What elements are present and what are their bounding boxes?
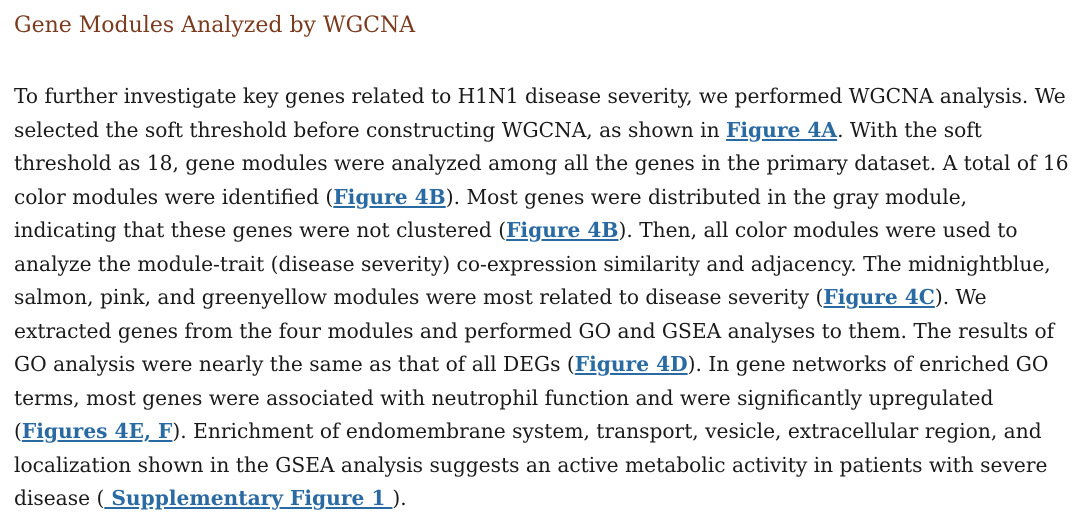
text-segment: ). We extracted genes from the four modules and performed GO and GSEA analyses to them. The results of GO analysis were nearly the same as that of all DEGs ( — [14, 285, 1055, 376]
figure-4c-link[interactable]: Figure 4C — [823, 285, 935, 309]
figure-4d-link[interactable]: Figure 4D — [574, 352, 688, 376]
text-segment: To further investigate key genes related to H1N1 disease severity, we performed WGCNA analysis. We selected the soft threshold before constructing WGCNA, as shown in — [14, 84, 1066, 142]
figure-4b-link[interactable]: Figure 4B — [333, 184, 446, 209]
figure-4a-link[interactable]: Figure 4A — [726, 117, 838, 142]
text-segment: ). In gene networks of enriched GO terms, most genes were associated with neutrophil function and were significantly upregulated ( — [14, 352, 1049, 443]
text-segment: ). Most genes were distributed in the gray module, indicating that these genes were not clustered ( — [14, 184, 968, 242]
text-segment: ). — [392, 486, 407, 510]
section-title: Gene Modules Analyzed by WGCNA — [14, 13, 416, 38]
figures-4e-f-link[interactable]: Figures 4E, F — [21, 419, 173, 443]
body-paragraph — [14, 80, 1076, 516]
supplementary-figure-1-link[interactable]: Supplementary Figure 1 — [104, 486, 393, 510]
text-segment: ). Enrichment of endomembrane system, transport, vesicle, extracellular region, and localization shown in the GSEA analysis suggests an active metabolic activity in patients with severe disease ( — [14, 419, 1048, 510]
text-segment: . With the soft threshold as 18, gene modules were analyzed among all the genes in the primary dataset. A total of 16 color modules were identified ( — [14, 117, 1069, 209]
figure-4b-link-second[interactable]: Figure 4B — [506, 218, 619, 242]
text-segment: ). Then, all color modules were used to analyze the module-trait (disease severity) co-expression similarity and adjacency. The midnightblue, salmon, pink, and greenyellow modules were most related to disease severity ( — [14, 218, 1051, 309]
article-section — [14, 0, 1076, 516]
